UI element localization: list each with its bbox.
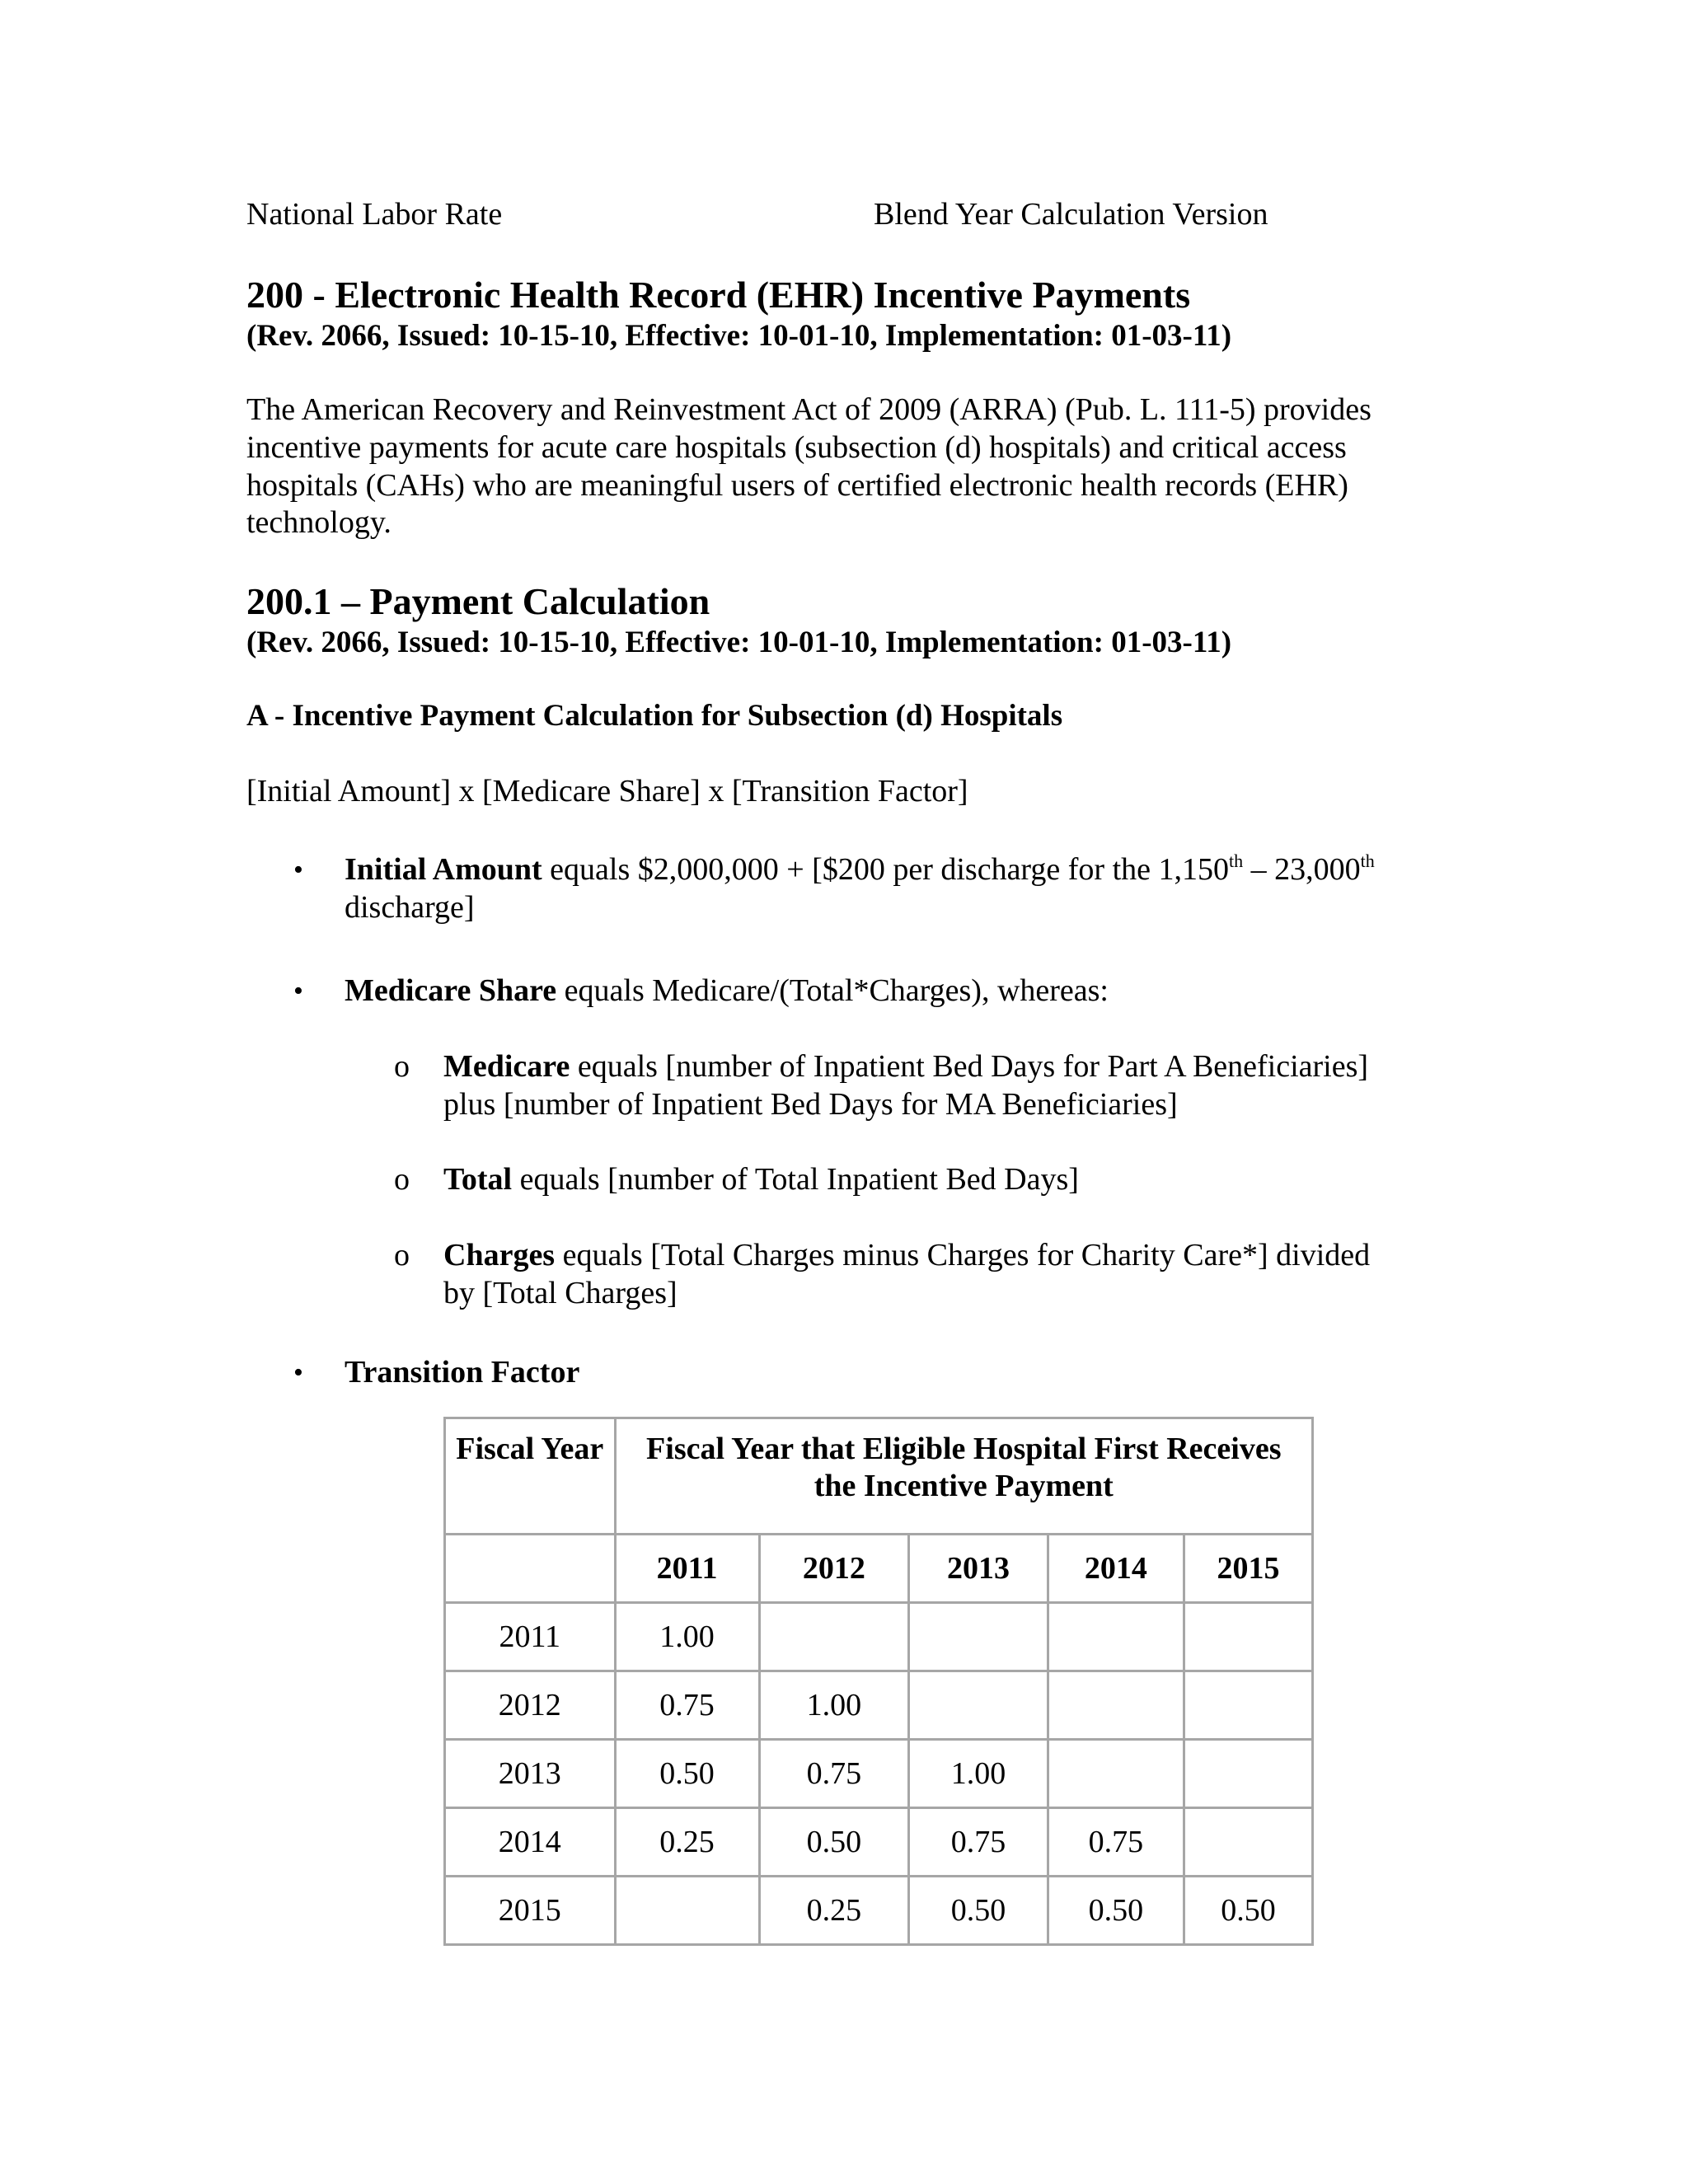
factor-cell: 0.50	[615, 1740, 759, 1808]
year-column-header: 2014	[1048, 1535, 1184, 1603]
factor-cell	[909, 1603, 1048, 1671]
row-year: 2013	[445, 1740, 616, 1808]
factor-cell	[759, 1603, 909, 1671]
bullet-icon: •	[293, 855, 303, 885]
header-right: Blend Year Calculation Version	[874, 197, 1268, 232]
factor-cell	[1184, 1740, 1313, 1808]
term-initial-amount: Initial Amount	[345, 852, 542, 887]
factor-cell: 1.00	[909, 1740, 1048, 1808]
row-year: 2011	[445, 1603, 616, 1671]
factor-cell	[615, 1877, 759, 1945]
term-total: Total	[443, 1162, 513, 1197]
year-column-header: 2013	[909, 1535, 1048, 1603]
total-text: equals [number of Total Inpatient Bed Days]	[512, 1162, 1079, 1197]
initial-amount-text: – 23,000	[1243, 852, 1361, 887]
paragraph-line: technology.	[246, 505, 392, 540]
first-receives-header	[615, 1418, 1312, 1535]
factor-cell: 0.75	[1048, 1808, 1184, 1877]
fiscal-year-header: Fiscal Year	[445, 1418, 616, 1535]
factor-cell	[1048, 1740, 1184, 1808]
factor-cell	[1184, 1671, 1313, 1740]
year-header-row	[445, 1535, 1313, 1603]
factor-cell: 0.50	[759, 1808, 909, 1877]
row-year: 2012	[445, 1671, 616, 1740]
medicare-share-item	[345, 972, 1109, 1010]
section-200-title: 200 - Electronic Health Record (EHR) Incentive Payments	[246, 274, 1191, 316]
factor-cell: 0.25	[615, 1808, 759, 1877]
year-column-header: 2012	[759, 1535, 909, 1603]
section-200-1-title: 200.1 – Payment Calculation	[246, 580, 710, 622]
factor-cell: 1.00	[759, 1671, 909, 1740]
charges-line-2: by [Total Charges]	[443, 1276, 678, 1310]
section-200-1-revision: (Rev. 2066, Issued: 10-15-10, Effective: 10-01-10, Implementation: 01-03-11)	[246, 626, 1232, 659]
table-row	[445, 1671, 1313, 1740]
term-medicare: Medicare	[443, 1049, 570, 1084]
charges-text: equals [Total Charges minus Charges for Charity Care*] divided	[555, 1238, 1371, 1272]
factor-cell: 0.25	[759, 1877, 909, 1945]
bullet-icon: •	[293, 1357, 303, 1388]
initial-amount-text: equals $2,000,000 + [$200 per discharge for the 1,150	[542, 852, 1229, 887]
section-200-revision: (Rev. 2066, Issued: 10-15-10, Effective: 10-01-10, Implementation: 01-03-11)	[246, 319, 1232, 353]
factor-cell: 0.50	[1184, 1877, 1313, 1945]
initial-amount-line-2: discharge]	[345, 890, 475, 925]
medicare-item	[443, 1048, 1368, 1085]
paragraph-line: hospitals (CAHs) who are meaningful users of certified electronic health records (EHR)	[246, 468, 1348, 503]
superscript-th: th	[1229, 851, 1244, 871]
row-year: 2014	[445, 1808, 616, 1877]
year-column-header: 2015	[1184, 1535, 1313, 1603]
row-year: 2015	[445, 1877, 616, 1945]
header-line: the Incentive Payment	[814, 1469, 1114, 1503]
paragraph-line: incentive payments for acute care hospitals (subsection (d) hospitals) and critical access	[246, 430, 1347, 465]
term-medicare-share: Medicare Share	[345, 973, 557, 1008]
superscript-th: th	[1360, 851, 1375, 871]
bullet-icon: •	[293, 976, 303, 1006]
table-row	[445, 1877, 1313, 1945]
table-row	[445, 1808, 1313, 1877]
medicare-share-text: equals Medicare/(Total*Charges), whereas:	[556, 973, 1109, 1008]
initial-amount-item	[345, 851, 1375, 888]
term-charges: Charges	[443, 1238, 556, 1272]
header-left: National Labor Rate	[246, 197, 503, 232]
factor-cell: 0.75	[759, 1740, 909, 1808]
term-transition-factor: Transition Factor	[345, 1355, 580, 1390]
factor-cell: 0.50	[909, 1877, 1048, 1945]
transition-factor-table	[443, 1417, 1314, 1946]
table-row	[445, 1740, 1313, 1808]
factor-cell: 1.00	[615, 1603, 759, 1671]
medicare-line-2: plus [number of Inpatient Bed Days for MA Beneficiaries]	[443, 1087, 1178, 1122]
factor-cell: 0.75	[615, 1671, 759, 1740]
factor-cell	[1048, 1671, 1184, 1740]
factor-cell	[1184, 1808, 1313, 1877]
factor-cell: 0.75	[909, 1808, 1048, 1877]
header-line: Fiscal Year that Eligible Hospital First Receives	[646, 1432, 1282, 1466]
total-item	[443, 1161, 1079, 1198]
sub-bullet-icon: o	[394, 1162, 410, 1197]
charges-item	[443, 1237, 1370, 1274]
table-row	[445, 1603, 1313, 1671]
medicare-text: equals [number of Inpatient Bed Days for Part A Beneficiaries]	[570, 1049, 1369, 1084]
sub-bullet-icon: o	[394, 1238, 410, 1272]
factor-cell: 0.50	[1048, 1877, 1184, 1945]
table-header-row	[445, 1418, 1313, 1535]
empty-cell	[445, 1535, 616, 1603]
factor-cell	[909, 1671, 1048, 1740]
subsection-heading: A - Incentive Payment Calculation for Subsection (d) Hospitals	[246, 699, 1063, 733]
factor-cell	[1184, 1603, 1313, 1671]
factor-cell	[1048, 1603, 1184, 1671]
sub-bullet-icon: o	[394, 1049, 410, 1084]
formula: [Initial Amount] x [Medicare Share] x [Transition Factor]	[246, 774, 968, 808]
year-column-header: 2011	[615, 1535, 759, 1603]
paragraph-line: The American Recovery and Reinvestment Act of 2009 (ARRA) (Pub. L. 111-5) provides	[246, 392, 1372, 427]
